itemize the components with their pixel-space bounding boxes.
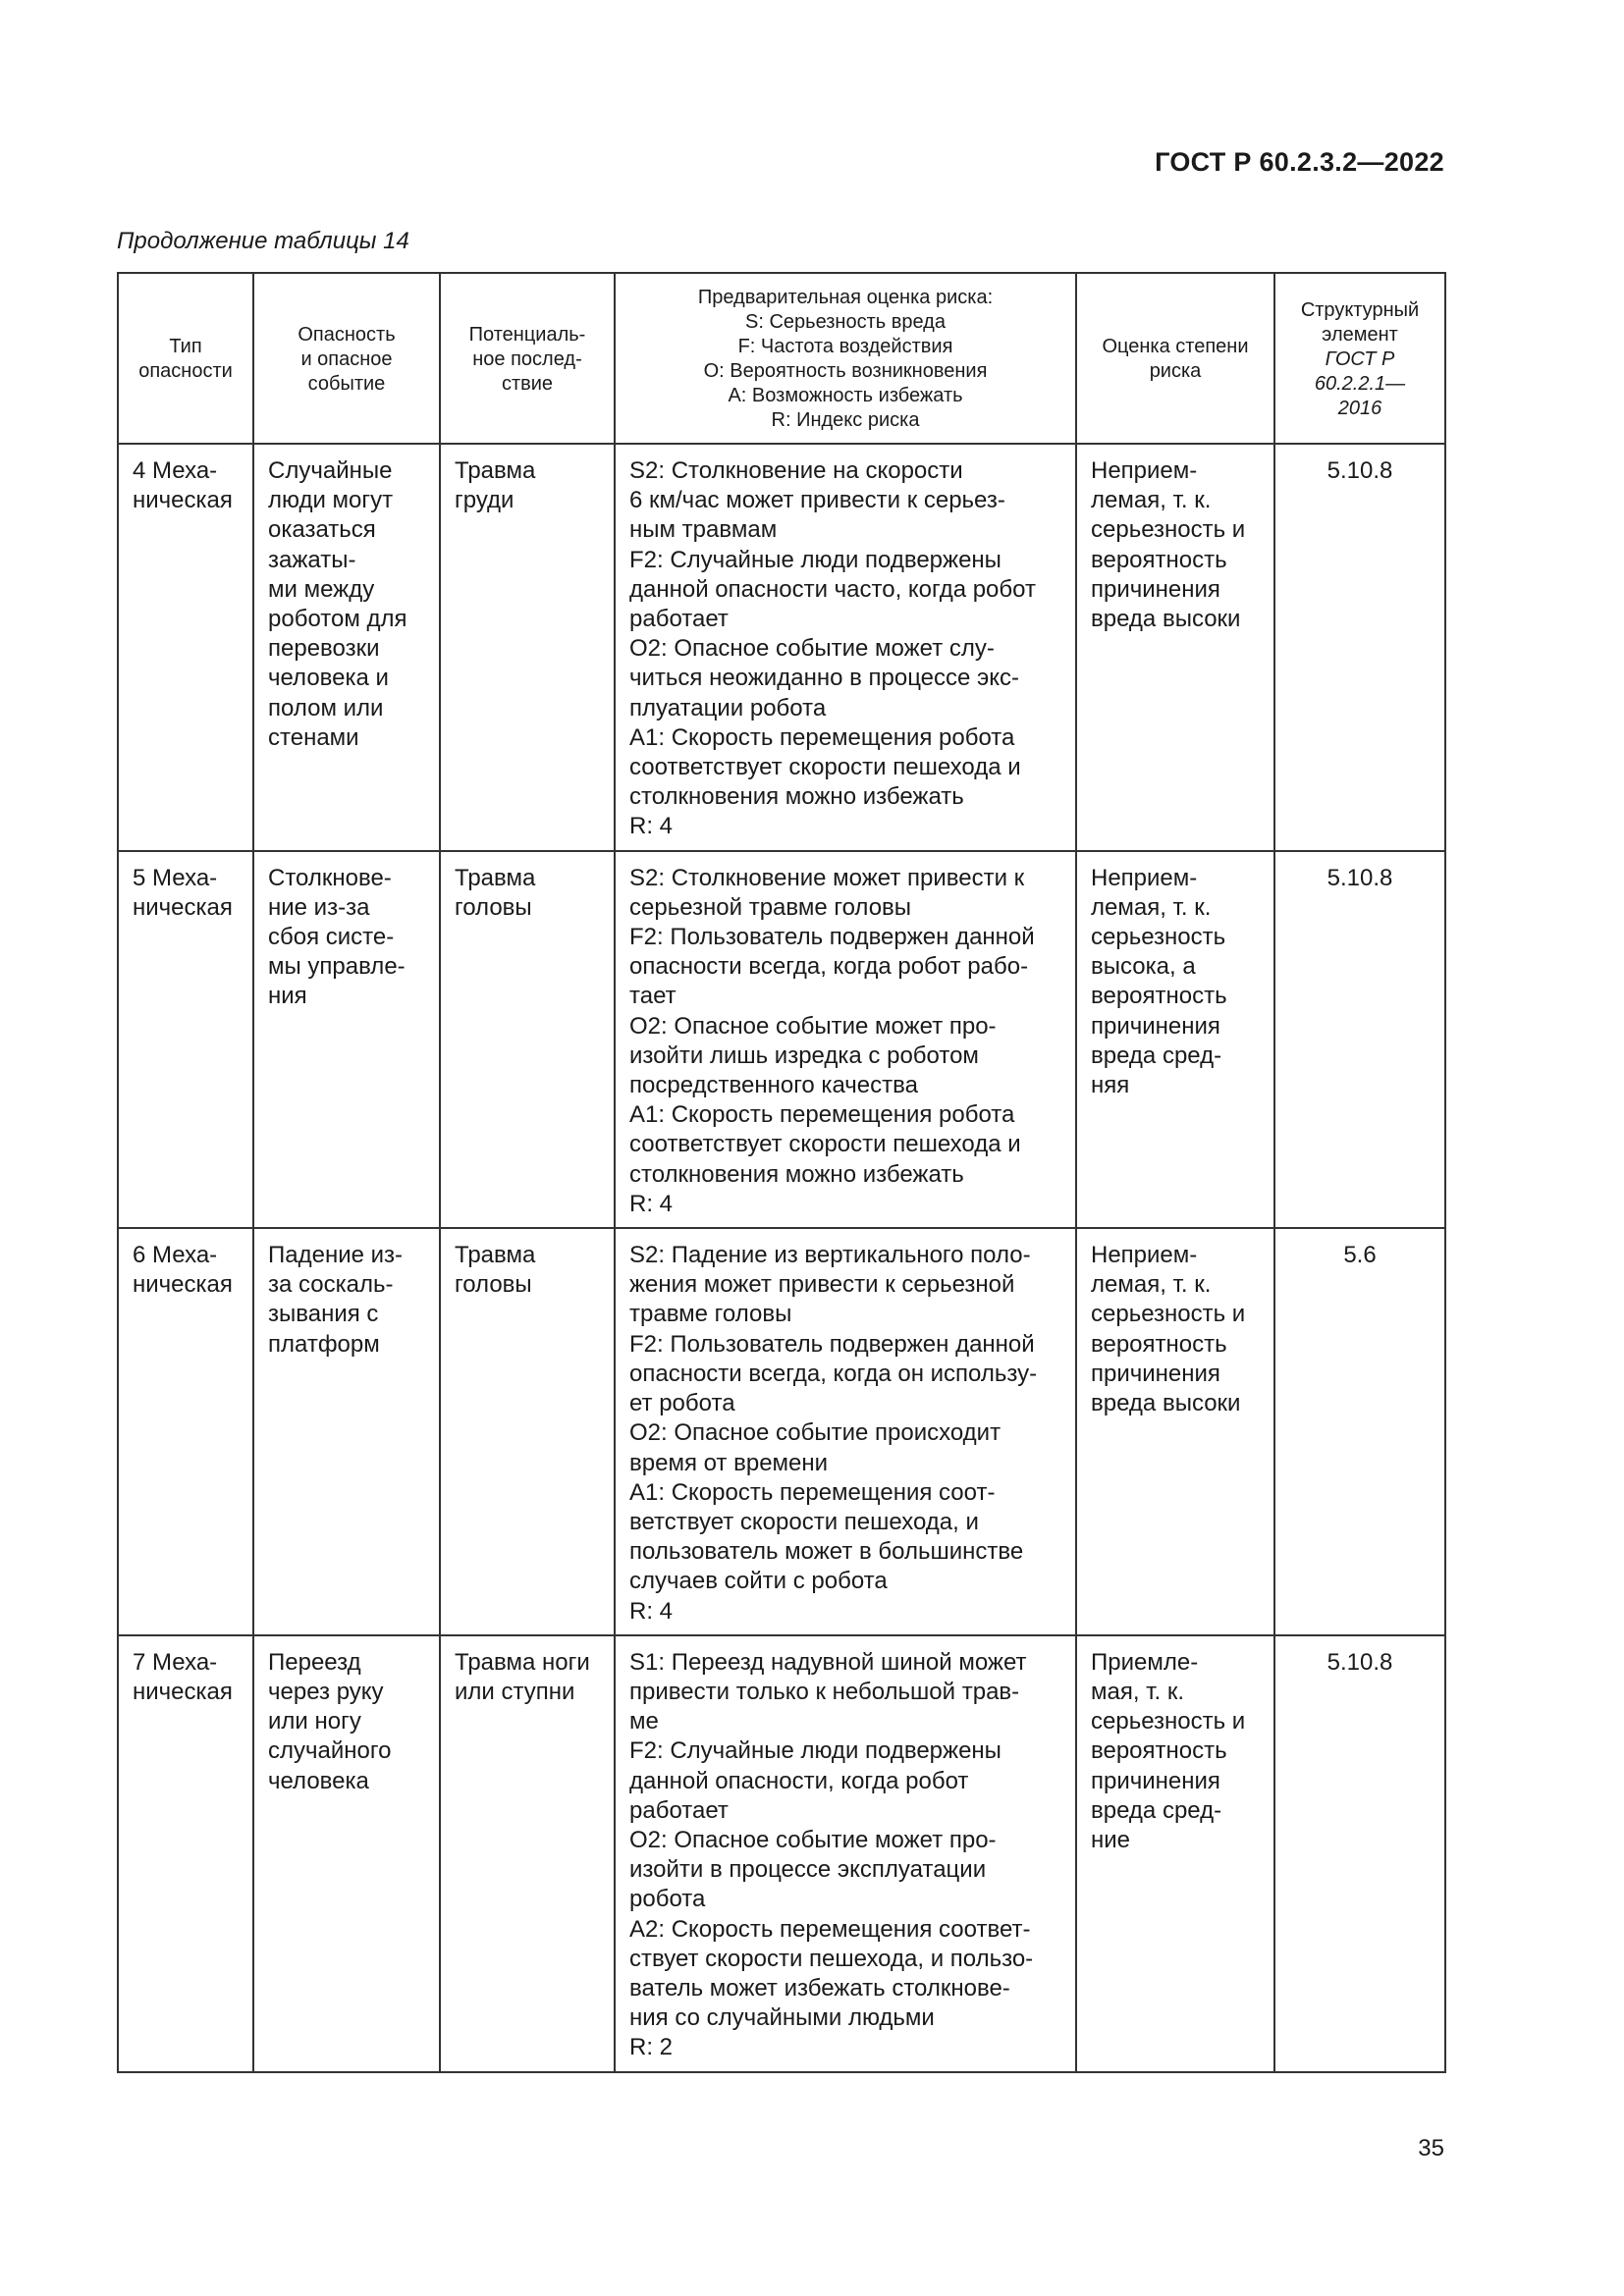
text-line: Неприем-: [1091, 864, 1198, 891]
text-line: жения может привести к серьезной: [629, 1271, 1015, 1299]
text-line: через руку: [268, 1678, 384, 1705]
cell-structural-element: [1274, 1635, 1445, 2072]
header-structural-element: [1274, 273, 1445, 444]
cell-hazard-event: [253, 1635, 440, 2072]
text-line: Опасность: [298, 323, 396, 346]
text-line: ние: [1091, 1826, 1131, 1853]
text-line: F2: Случайные люди подвержены: [629, 1737, 1001, 1765]
text-line: 5.6: [1343, 1242, 1377, 1269]
text-line: вреда сред-: [1091, 1041, 1222, 1069]
text-line: вероятность: [1091, 983, 1227, 1010]
cell-consequence: [440, 444, 615, 851]
cell-consequence: [440, 1635, 615, 2072]
text-line: ме: [629, 1708, 659, 1735]
table-row: [118, 444, 1445, 851]
text-line: F2: Пользователь подвержен данной: [629, 924, 1035, 951]
cell-structural-element: [1274, 1228, 1445, 1635]
text-line: за соскаль-: [268, 1271, 394, 1299]
header-preliminary-assessment: [615, 273, 1076, 444]
text-line: R: 4: [629, 1190, 674, 1217]
text-line: S: Серьезность вреда: [745, 311, 946, 333]
text-line: и опасное: [300, 347, 393, 370]
text-line: ническая: [133, 1678, 233, 1705]
text-line: A1: Скорость перемещения робота: [629, 723, 1015, 751]
text-line: или ступни: [455, 1678, 575, 1705]
text-line: лемая, т. к.: [1091, 893, 1212, 921]
text-line: посредственного качества: [629, 1072, 918, 1099]
table-row: [118, 851, 1445, 1228]
text-line: Случайные: [268, 457, 393, 484]
text-line: Потенциаль-: [468, 323, 586, 346]
text-line: Переезд: [268, 1648, 361, 1676]
text-line: 60.2.2.1—: [1314, 372, 1406, 395]
text-line: данной опасности часто, когда робот: [629, 575, 1036, 603]
header-hazard-event: [253, 273, 440, 444]
table-row: [118, 1635, 1445, 2072]
cell-hazard-type: [118, 1228, 253, 1635]
text-line: привести только к небольшой трав-: [629, 1678, 1020, 1705]
text-line: A1: Скорость перемещения робота: [629, 1101, 1015, 1129]
text-line: зывания с: [268, 1301, 379, 1328]
text-line: S2: Столкновение может привести к: [629, 864, 1025, 891]
text-line: плуатации робота: [629, 694, 827, 721]
text-line: Травма ноги: [455, 1648, 590, 1676]
text-line: Предварительная оценка риска:: [697, 287, 994, 308]
cell-hazard-event: [253, 1228, 440, 1635]
text-line: ватель может избежать столкнове-: [629, 1974, 1010, 2002]
text-line: серьезной травме головы: [629, 893, 912, 921]
cell-risk-evaluation: [1076, 1228, 1274, 1635]
text-line: событие: [307, 372, 386, 395]
text-line: F2: Случайные люди подвержены: [629, 546, 1001, 573]
text-line: ния со случайными людьми: [629, 2004, 935, 2032]
text-line: изойти в процессе эксплуатации: [629, 1856, 987, 1884]
text-line: няя: [1091, 1072, 1130, 1099]
text-line: 2016: [1337, 397, 1382, 419]
text-line: оказаться: [268, 516, 376, 544]
text-line: Структурный: [1300, 298, 1420, 321]
text-line: серьезность и: [1091, 1708, 1246, 1735]
text-line: ми между: [268, 575, 375, 603]
text-line: R: 4: [629, 813, 674, 840]
text-line: ет робота: [629, 1390, 735, 1417]
text-line: изойти лишь изредка с роботом: [629, 1041, 979, 1069]
cell-hazard-event: [253, 444, 440, 851]
text-line: O2: Опасное событие может слу-: [629, 635, 995, 663]
risk-assessment-table: [117, 272, 1446, 2073]
text-line: вреда высоки: [1091, 1390, 1241, 1417]
text-line: A: Возможность избежать: [728, 385, 963, 406]
text-line: ние из-за: [268, 893, 370, 921]
text-line: вероятность: [1091, 546, 1227, 573]
text-line: 5.10.8: [1326, 864, 1393, 891]
cell-preliminary-assessment: [615, 1228, 1076, 1635]
text-line: ГОСТ Р: [1325, 347, 1395, 370]
text-line: лемая, т. к.: [1091, 487, 1212, 514]
cell-preliminary-assessment: [615, 444, 1076, 851]
cell-structural-element: [1274, 444, 1445, 851]
header-consequence: [440, 273, 615, 444]
text-line: работает: [629, 1796, 729, 1824]
text-line: ствует скорости пешехода, и пользо-: [629, 1945, 1034, 1972]
text-line: груди: [455, 487, 514, 514]
text-line: ветствует скорости пешехода, и: [629, 1508, 979, 1535]
text-line: человека: [268, 1767, 369, 1794]
text-line: данной опасности, когда робот: [629, 1767, 969, 1794]
text-line: головы: [455, 893, 532, 921]
text-line: мая, т. к.: [1091, 1678, 1185, 1705]
text-line: вреда сред-: [1091, 1796, 1222, 1824]
text-line: травме головы: [629, 1301, 792, 1328]
text-line: полом или: [268, 694, 384, 721]
text-line: серьезность и: [1091, 1301, 1246, 1328]
cell-consequence: [440, 851, 615, 1228]
text-line: ствие: [501, 372, 554, 395]
text-line: причинения: [1091, 1012, 1220, 1040]
text-line: вреда высоки: [1091, 606, 1241, 633]
text-line: ния: [268, 983, 307, 1010]
header-risk-evaluation: [1076, 273, 1274, 444]
text-line: элемент: [1322, 323, 1398, 346]
text-line: 4 Меха-: [133, 457, 218, 484]
text-line: высока, а: [1091, 953, 1196, 981]
text-line: F2: Пользователь подвержен данной: [629, 1330, 1035, 1358]
text-line: O2: Опасное событие может про-: [629, 1826, 997, 1853]
text-line: 5.10.8: [1326, 457, 1393, 484]
text-line: риска: [1149, 360, 1202, 382]
text-line: время от времени: [629, 1449, 829, 1476]
text-line: стенами: [268, 723, 359, 751]
text-line: люди могут: [268, 487, 394, 514]
table-row: [118, 1228, 1445, 1635]
text-line: серьезность: [1091, 924, 1226, 951]
text-line: сбоя систе-: [268, 924, 395, 951]
cell-hazard-event: [253, 851, 440, 1228]
text-line: O2: Опасное событие может про-: [629, 1012, 997, 1040]
cell-hazard-type: [118, 1635, 253, 2072]
text-line: мы управле-: [268, 953, 406, 981]
text-line: 5.10.8: [1326, 1648, 1393, 1676]
text-line: Оценка степени: [1102, 336, 1249, 357]
text-line: опасности всегда, когда робот рабо-: [629, 953, 1029, 981]
text-line: O: Вероятность возникновения: [703, 360, 988, 382]
text-line: случаев сойти с робота: [629, 1568, 888, 1595]
text-line: робота: [629, 1886, 706, 1913]
text-line: соответствует скорости пешехода и: [629, 1131, 1021, 1158]
text-line: платформ: [268, 1330, 380, 1358]
text-line: опасности: [138, 360, 233, 382]
text-line: Травма: [455, 457, 536, 484]
text-line: соответствует скорости пешехода и: [629, 754, 1021, 781]
text-line: зажаты-: [268, 546, 356, 573]
cell-risk-evaluation: [1076, 1635, 1274, 2072]
text-line: S2: Столкновение на скорости: [629, 457, 963, 484]
text-line: Неприем-: [1091, 1242, 1198, 1269]
text-line: роботом для: [268, 606, 407, 633]
table-caption: Продолжение таблицы 14: [117, 228, 409, 254]
document-code: ГОСТ Р 60.2.3.2—2022: [1155, 147, 1444, 177]
text-line: работает: [629, 606, 729, 633]
text-line: или ногу: [268, 1708, 361, 1735]
text-line: причинения: [1091, 575, 1220, 603]
text-line: R: 4: [629, 1597, 674, 1625]
cell-consequence: [440, 1228, 615, 1635]
text-line: 7 Меха-: [133, 1648, 218, 1676]
text-line: вероятность: [1091, 1737, 1227, 1765]
text-line: опасности всегда, когда он использу-: [629, 1360, 1038, 1387]
text-line: перевозки: [268, 635, 380, 663]
cell-risk-evaluation: [1076, 444, 1274, 851]
text-line: R: Индекс риска: [771, 409, 920, 431]
text-line: ническая: [133, 1271, 233, 1299]
text-line: ническая: [133, 893, 233, 921]
page-number: 35: [1418, 2135, 1444, 2162]
text-line: лемая, т. к.: [1091, 1271, 1212, 1299]
text-line: причинения: [1091, 1360, 1220, 1387]
text-line: серьезность и: [1091, 516, 1246, 544]
cell-hazard-type: [118, 444, 253, 851]
text-line: A1: Скорость перемещения соот-: [629, 1478, 996, 1506]
text-line: ное послед-: [472, 347, 582, 370]
text-line: S1: Переезд надувной шиной может: [629, 1648, 1027, 1676]
text-line: 5 Меха-: [133, 864, 218, 891]
text-line: столкновения можно избежать: [629, 1160, 964, 1188]
text-line: Неприем-: [1091, 457, 1198, 484]
text-line: читься неожиданно в процессе экс-: [629, 665, 1020, 692]
text-line: A2: Скорость перемещения соответ-: [629, 1915, 1031, 1943]
table-header-row: [118, 273, 1445, 444]
text-line: 6 Меха-: [133, 1242, 218, 1269]
text-line: 6 км/час может привести к серьез-: [629, 487, 1005, 514]
text-line: человека и: [268, 665, 389, 692]
text-line: Травма: [455, 1242, 536, 1269]
text-line: Травма: [455, 864, 536, 891]
text-line: головы: [455, 1271, 532, 1299]
text-line: R: 2: [629, 2034, 674, 2061]
cell-hazard-type: [118, 851, 253, 1228]
text-line: Приемле-: [1091, 1648, 1199, 1676]
text-line: Тип: [169, 336, 202, 357]
text-line: пользователь может в большинстве: [629, 1538, 1024, 1566]
cell-preliminary-assessment: [615, 851, 1076, 1228]
text-line: ным травмам: [629, 516, 778, 544]
cell-risk-evaluation: [1076, 851, 1274, 1228]
cell-preliminary-assessment: [615, 1635, 1076, 2072]
text-line: O2: Опасное событие происходит: [629, 1419, 1001, 1447]
text-line: S2: Падение из вертикального поло-: [629, 1242, 1031, 1269]
text-line: ническая: [133, 487, 233, 514]
header-hazard-type: [118, 273, 253, 444]
text-line: причинения: [1091, 1767, 1220, 1794]
text-line: тает: [629, 983, 677, 1010]
text-line: столкновения можно избежать: [629, 783, 964, 811]
text-line: F: Частота воздействия: [737, 336, 953, 357]
cell-structural-element: [1274, 851, 1445, 1228]
text-line: случайного: [268, 1737, 392, 1765]
text-line: Падение из-: [268, 1242, 404, 1269]
text-line: Столкнове-: [268, 864, 392, 891]
text-line: вероятность: [1091, 1330, 1227, 1358]
